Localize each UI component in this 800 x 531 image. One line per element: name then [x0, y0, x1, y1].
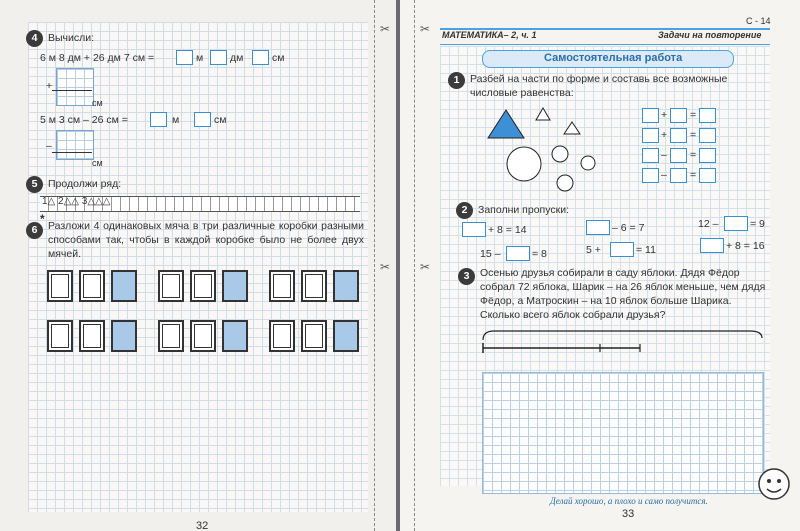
unit-label: см [272, 52, 285, 64]
task-number: 1 [448, 72, 465, 89]
expression: 6 м 8 дм + 26 дм 7 см = [40, 52, 155, 64]
unit-label: дм [230, 52, 244, 64]
task-title: Продолжи ряд: [48, 178, 122, 190]
task-number: 2 [456, 202, 473, 219]
equation: 15 – [480, 248, 501, 260]
plus-sign: + [46, 80, 53, 92]
expression: 5 м 3 см – 26 см = [40, 114, 128, 126]
op-sign: – [661, 169, 667, 181]
box[interactable] [301, 270, 327, 302]
task-title: Вычисли: [48, 32, 95, 44]
answer-box[interactable] [210, 50, 227, 65]
task-text: Осенью друзья собирали в саду яблоки. Дядя Фёдор собрал 72 яблока, Шарик – на 26 яблок меньше, чем дядя Фёдор, а Матроскин – на 10 яблок больше Шарика. Сколько всего яблок собрали друзья? [480, 267, 766, 321]
pattern-text: 1△ 2△△ 3△△△ [42, 196, 111, 207]
answer-box[interactable] [642, 128, 659, 143]
column-grid [56, 130, 94, 160]
box[interactable] [222, 270, 248, 302]
box[interactable] [111, 320, 137, 352]
equals-sign: = [690, 109, 697, 121]
task-number: 3 [458, 268, 475, 285]
equation: = 8 [532, 248, 547, 260]
minus-sign: – [46, 140, 52, 152]
footer-motto: Делай хорошо, а плохо и само получится. [550, 496, 708, 506]
box[interactable] [301, 320, 327, 352]
op-sign: + [661, 109, 668, 121]
answer-box[interactable] [150, 112, 167, 127]
column-grid [56, 68, 94, 106]
box[interactable] [79, 270, 105, 302]
unit-label: м [172, 114, 180, 126]
unit-label: м [196, 52, 204, 64]
segment-diagram [480, 328, 770, 358]
task-text: Разложи 4 одинаковых мяча в три различные коробки разными способами так, чтобы в каждой коробке было не более двух мячей. [48, 220, 364, 260]
equals-sign: = [690, 169, 697, 181]
box[interactable] [333, 270, 359, 302]
equation: 12 – [698, 218, 719, 230]
answer-box[interactable] [699, 148, 716, 163]
section-title: Самостоятельная работа [544, 52, 683, 64]
left-page [0, 0, 396, 531]
task-number: 4 [26, 30, 43, 47]
answer-box[interactable] [699, 128, 716, 143]
answer-box[interactable] [642, 148, 659, 163]
answer-box[interactable] [610, 242, 634, 257]
circle-icon [557, 175, 573, 191]
answer-grid[interactable] [482, 372, 764, 494]
answer-box[interactable] [642, 168, 659, 183]
task-title: Заполни пропуски: [478, 204, 569, 216]
box[interactable] [47, 270, 73, 302]
header-subject: МАТЕМАТИКА– 2, ч. 1 [442, 30, 537, 40]
answer-box[interactable] [700, 238, 724, 253]
circle-icon [552, 146, 568, 162]
mascot-icon [754, 466, 794, 502]
star-mark: * [40, 212, 45, 226]
right-page [400, 0, 800, 531]
header-topic: Задачи на повторение [658, 30, 762, 40]
scissors-icon: ✂ [420, 260, 431, 274]
underline [52, 152, 92, 153]
answer-box[interactable] [724, 216, 748, 231]
box[interactable] [190, 270, 216, 302]
equation: = 11 [636, 244, 656, 256]
shapes-figure [480, 100, 630, 195]
triangle-icon [564, 122, 580, 134]
answer-box[interactable] [252, 50, 269, 65]
corner-code: С - 14 [746, 16, 771, 26]
answer-box[interactable] [699, 168, 716, 183]
answer-box[interactable] [699, 108, 716, 123]
scissors-icon: ✂ [380, 260, 391, 274]
answer-box[interactable] [670, 148, 687, 163]
scissors-icon: ✂ [380, 22, 391, 36]
unit-label: см [214, 114, 227, 126]
circle-icon [581, 156, 595, 170]
answer-box[interactable] [670, 168, 687, 183]
answer-box[interactable] [586, 220, 610, 235]
cut-line-right [414, 0, 415, 531]
page-number: 32 [196, 520, 209, 531]
answer-box[interactable] [670, 128, 687, 143]
equals-sign: = [690, 129, 697, 141]
op-sign: – [661, 149, 667, 161]
task-text: Разбей на части по форме и составь все возможные числовые равенства: [470, 73, 728, 99]
equals-sign: = [690, 149, 697, 161]
underline [52, 90, 92, 91]
equation: + 8 = 16 [726, 240, 765, 252]
circle-icon [507, 147, 541, 181]
triangle-icon [536, 108, 550, 120]
box[interactable] [158, 320, 184, 352]
answer-box[interactable] [670, 108, 687, 123]
box[interactable] [158, 270, 184, 302]
task-number: 5 [26, 176, 43, 193]
answer-box[interactable] [462, 222, 486, 237]
task-number: 6 [26, 222, 43, 239]
equation: 5 + [586, 244, 601, 256]
box[interactable] [79, 320, 105, 352]
cut-line-left [374, 0, 375, 531]
box[interactable] [190, 320, 216, 352]
unit-label: см [92, 158, 103, 168]
answer-box[interactable] [642, 108, 659, 123]
answer-box[interactable] [194, 112, 211, 127]
box[interactable] [269, 270, 295, 302]
unit-label: см [92, 98, 103, 108]
answer-box[interactable] [506, 246, 530, 261]
box[interactable] [47, 320, 73, 352]
equation: + 8 = 14 [488, 224, 527, 236]
triangle-icon [488, 110, 524, 138]
equation: – 6 = 7 [612, 222, 645, 234]
box[interactable] [111, 270, 137, 302]
box[interactable] [269, 320, 295, 352]
box[interactable] [222, 320, 248, 352]
equation: = 9 [750, 218, 765, 230]
answer-box[interactable] [176, 50, 193, 65]
op-sign: + [661, 129, 668, 141]
scissors-icon: ✂ [420, 22, 431, 36]
page-number: 33 [622, 508, 635, 520]
box[interactable] [333, 320, 359, 352]
